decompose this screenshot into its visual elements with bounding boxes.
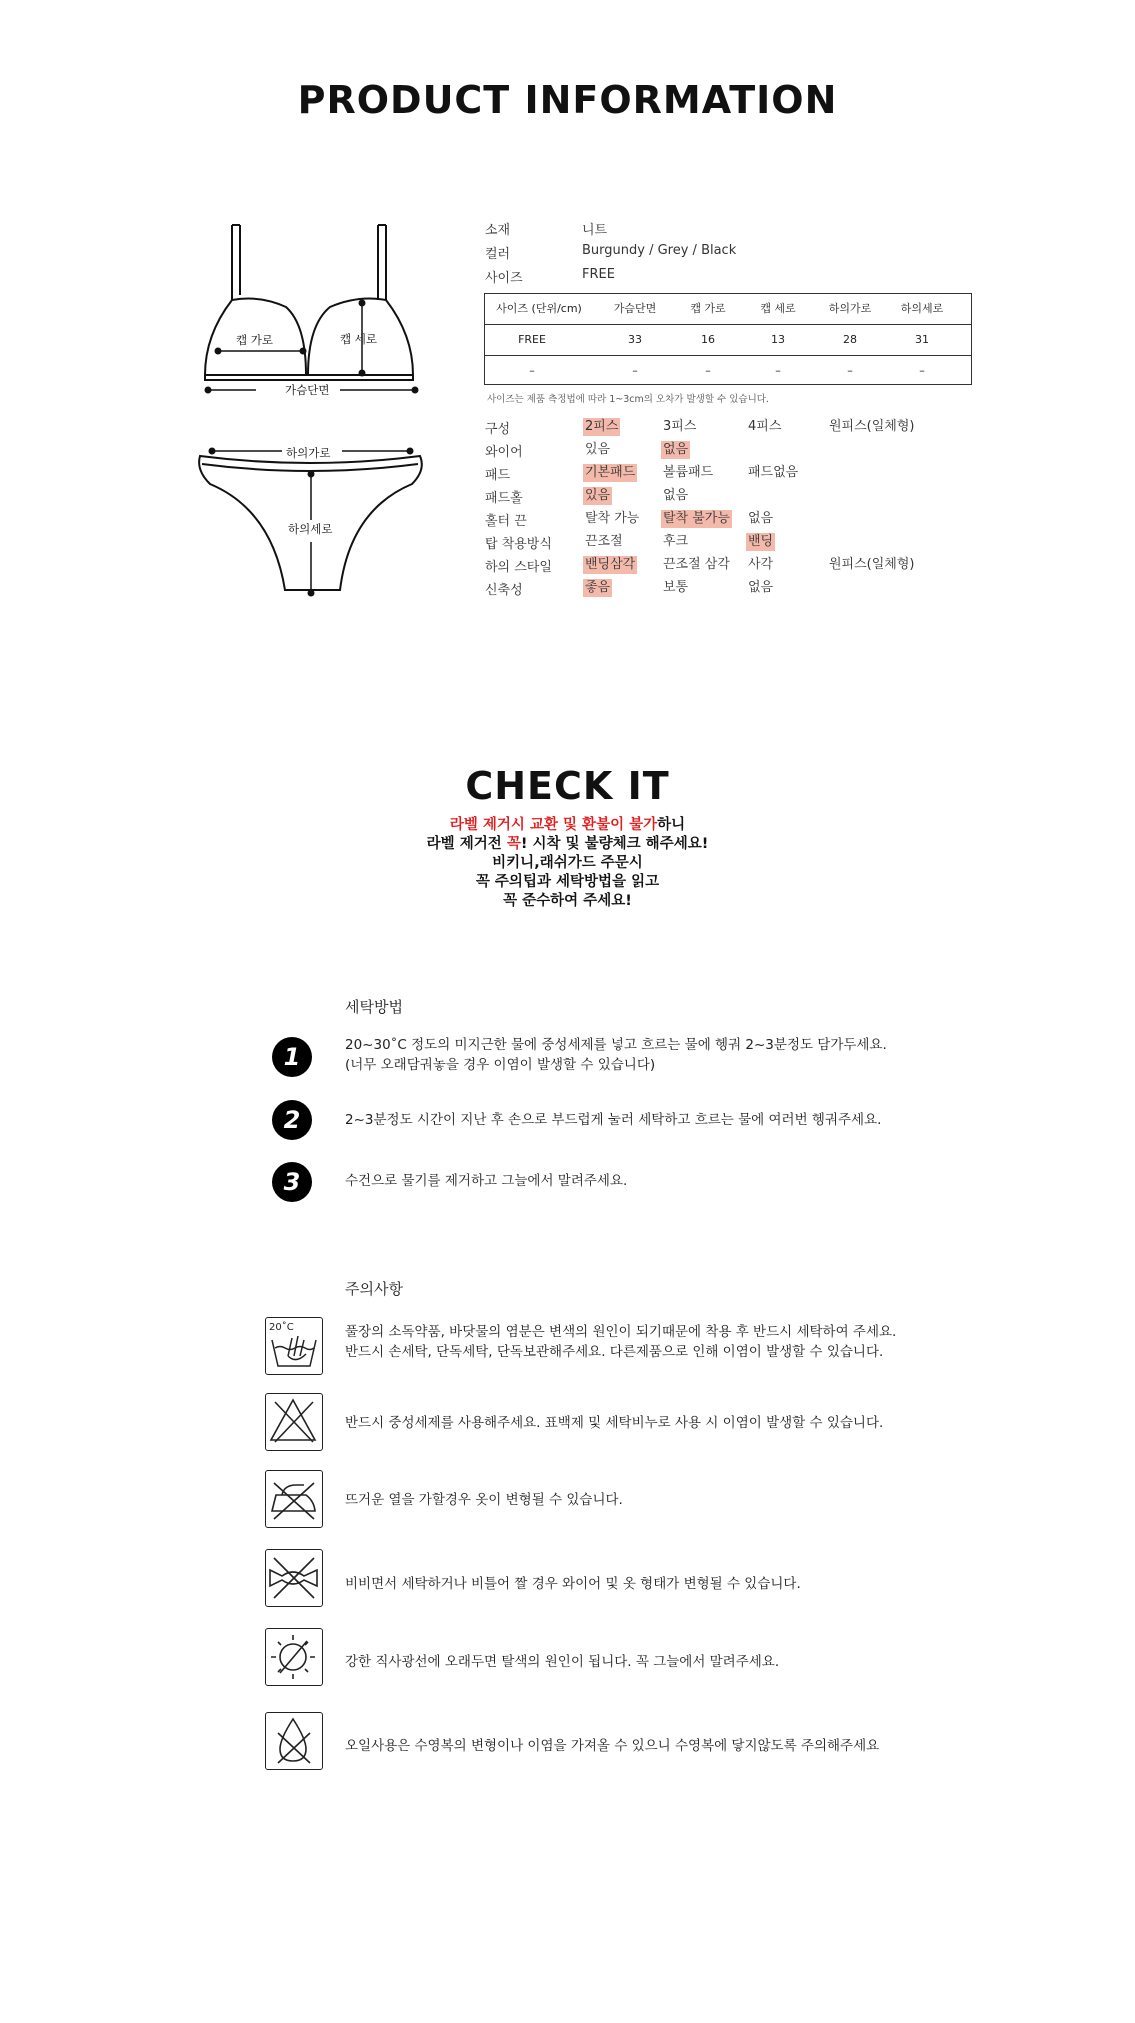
notice-line bbox=[0, 816, 1135, 835]
attr-option: 보통 bbox=[663, 580, 689, 595]
bottom-height-label: 하의세로 bbox=[288, 522, 333, 536]
size-table bbox=[484, 293, 972, 385]
table-row bbox=[485, 324, 971, 355]
table-cell: 31 bbox=[915, 333, 929, 346]
notice-text: ! 시착 및 불량체크 해주세요! bbox=[520, 836, 709, 852]
table-cell: – bbox=[529, 364, 535, 377]
check-it-notice bbox=[0, 816, 1135, 911]
notice-line: 꼭 주의팁과 세탁방법을 읽고 bbox=[475, 874, 660, 890]
step-line: (너무 오래담궈놓을 경우 이염이 발생할 수 있습니다) bbox=[345, 1057, 656, 1073]
table-cell: – bbox=[705, 364, 711, 377]
caution-text-4: 비비면서 세탁하거나 비틀어 짤 경우 와이어 및 옷 형태가 변형될 수 있습니다. bbox=[345, 1576, 801, 1592]
table-cell: 16 bbox=[701, 333, 715, 346]
no-sun-dry-icon bbox=[265, 1628, 323, 1686]
check-it-title: CHECK IT bbox=[465, 764, 670, 808]
notice-line bbox=[0, 835, 1135, 854]
attr-key: 패드홀 bbox=[485, 491, 523, 506]
no-iron-icon bbox=[265, 1470, 323, 1528]
spec-value: Burgundy / Grey / Black bbox=[582, 243, 737, 258]
attr-key: 탑 착용방식 bbox=[485, 537, 552, 552]
table-cell: FREE bbox=[518, 333, 546, 346]
washing-step-2: 2~3분정도 시간이 지난 후 손으로 부드럽게 눌러 세탁하고 흐르는 물에 여러번 헹궈주세요. bbox=[345, 1112, 882, 1128]
washing-title: 세탁방법 bbox=[345, 998, 403, 1016]
attr-option: 3피스 bbox=[663, 419, 697, 434]
notice-text: 라벨 제거전 bbox=[426, 836, 507, 852]
caution-text-2: 반드시 중성세제를 사용해주세요. 표백제 및 세탁비누로 사용 시 이염이 발생할 수 있습니다. bbox=[345, 1415, 884, 1431]
attr-option: 끈조절 삼각 bbox=[663, 557, 730, 572]
attr-key: 패드 bbox=[485, 468, 511, 483]
table-cell: – bbox=[632, 364, 638, 377]
caution-line: 풀장의 소독약품, 바닷물의 염분은 변색의 원인이 되기때문에 착용 후 반드시 세탁하여 주세요. bbox=[345, 1324, 897, 1340]
bra-diagram bbox=[190, 215, 430, 400]
table-header-cell: 하의가로 bbox=[828, 302, 872, 315]
spec-key: 컬러 bbox=[485, 247, 511, 262]
attr-option-selected: 없음 bbox=[663, 442, 689, 457]
attr-option: 없음 bbox=[663, 488, 689, 503]
size-table-header bbox=[485, 294, 971, 324]
attr-key: 와이어 bbox=[485, 445, 523, 460]
product-info-title: PRODUCT INFORMATION bbox=[297, 78, 838, 122]
icon-temp-label: 20˚C bbox=[269, 1322, 294, 1333]
notice-red-text: 라벨 제거시 교환 및 환불이 불가 bbox=[449, 817, 658, 833]
table-header-cell: 하의세로 bbox=[900, 302, 944, 315]
attr-key: 홀터 끈 bbox=[485, 514, 527, 529]
attr-option: 있음 bbox=[585, 442, 611, 457]
attr-option-selected: 좋음 bbox=[585, 580, 611, 595]
washing-step-3: 수건으로 물기를 제거하고 그늘에서 말려주세요. bbox=[345, 1173, 628, 1189]
attr-option: 4피스 bbox=[748, 419, 782, 434]
attr-option: 없음 bbox=[748, 580, 774, 595]
cup-width-label: 캡 가로 bbox=[236, 333, 273, 347]
attr-option: 끈조절 bbox=[585, 534, 623, 549]
table-header-cell: 사이즈 (단위/cm) bbox=[496, 302, 582, 315]
attr-option: 원피스(일체형) bbox=[829, 557, 915, 572]
attr-option: 후크 bbox=[663, 534, 689, 549]
table-header-cell: 캡 세로 bbox=[760, 302, 796, 315]
table-cell: 33 bbox=[628, 333, 642, 346]
no-wring-icon bbox=[265, 1549, 323, 1607]
step-number-1: 1 bbox=[272, 1037, 312, 1077]
attr-option-selected: 탈착 불가능 bbox=[663, 511, 730, 526]
attr-option: 탈착 가능 bbox=[585, 511, 640, 526]
table-cell: – bbox=[847, 364, 853, 377]
caution-text-6: 오일사용은 수영복의 변형이나 이염을 가져올 수 있으니 수영복에 닿지않도록 주의해주세요 bbox=[345, 1738, 880, 1754]
caution-text-5: 강한 직사광선에 오래두면 탈색의 원인이 됩니다. 꼭 그늘에서 말려주세요. bbox=[345, 1654, 780, 1670]
caution-text-1 bbox=[345, 1322, 896, 1362]
attr-key: 구성 bbox=[485, 422, 511, 437]
step-number-3: 3 bbox=[272, 1162, 312, 1202]
step-number-2: 2 bbox=[272, 1100, 312, 1140]
table-header-cell: 가슴단면 bbox=[613, 302, 657, 315]
cautions-title: 주의사항 bbox=[345, 1280, 403, 1298]
table-cell: – bbox=[775, 364, 781, 377]
caution-text-3: 뜨거운 열을 가할경우 옷이 변형될 수 있습니다. bbox=[345, 1492, 623, 1508]
attr-option: 원피스(일체형) bbox=[829, 419, 915, 434]
bottom-diagram bbox=[190, 440, 430, 600]
table-cell: – bbox=[919, 364, 925, 377]
attr-option-selected: 2피스 bbox=[585, 419, 619, 434]
notice-red-text: 꼭 bbox=[506, 836, 521, 852]
attr-option-selected: 있음 bbox=[585, 488, 611, 503]
attr-key: 신축성 bbox=[485, 583, 523, 598]
spec-value: FREE bbox=[582, 267, 615, 282]
table-row bbox=[485, 355, 971, 386]
washing-step-1 bbox=[345, 1035, 887, 1075]
cup-height-label: 캡 세로 bbox=[340, 332, 377, 346]
attr-option: 없음 bbox=[748, 511, 774, 526]
attr-option: 패드없음 bbox=[748, 465, 799, 480]
step-line: 20~30˚C 정도의 미지근한 물에 중성세제를 넣고 흐르는 물에 헹궈 2~3분정도 담가두세요. bbox=[345, 1037, 887, 1053]
spec-key: 사이즈 bbox=[485, 271, 523, 286]
table-cell: 28 bbox=[843, 333, 857, 346]
bottom-width-label: 하의가로 bbox=[286, 446, 331, 460]
attr-key: 하의 스타일 bbox=[485, 560, 552, 575]
attr-option: 사각 bbox=[748, 557, 774, 572]
spec-key: 소재 bbox=[485, 223, 511, 238]
spec-value: 니트 bbox=[582, 223, 608, 238]
notice-text: 하니 bbox=[657, 817, 686, 833]
table-header-cell: 캡 가로 bbox=[690, 302, 726, 315]
attr-option-selected: 밴딩삼각 bbox=[585, 557, 636, 572]
chest-label: 가슴단면 bbox=[282, 382, 332, 398]
size-note: 사이즈는 제품 측정법에 따라 1~3cm의 오차가 발생할 수 있습니다. bbox=[487, 394, 769, 405]
notice-line: 비키니,래쉬가드 주문시 bbox=[492, 855, 643, 871]
notice-line: 꼭 준수하여 주세요! bbox=[503, 893, 632, 909]
hand-wash-20c-icon bbox=[265, 1317, 323, 1375]
attr-option-selected: 기본패드 bbox=[585, 465, 636, 480]
attr-option-selected: 밴딩 bbox=[748, 534, 774, 549]
no-bleach-icon bbox=[265, 1393, 323, 1451]
attr-option: 볼륨패드 bbox=[663, 465, 714, 480]
table-cell: 13 bbox=[771, 333, 785, 346]
caution-line: 반드시 손세탁, 단독세탁, 단독보관해주세요. 다른제품으로 인해 이염이 발생할 수 있습니다. bbox=[345, 1344, 884, 1360]
no-oil-icon bbox=[265, 1712, 323, 1770]
